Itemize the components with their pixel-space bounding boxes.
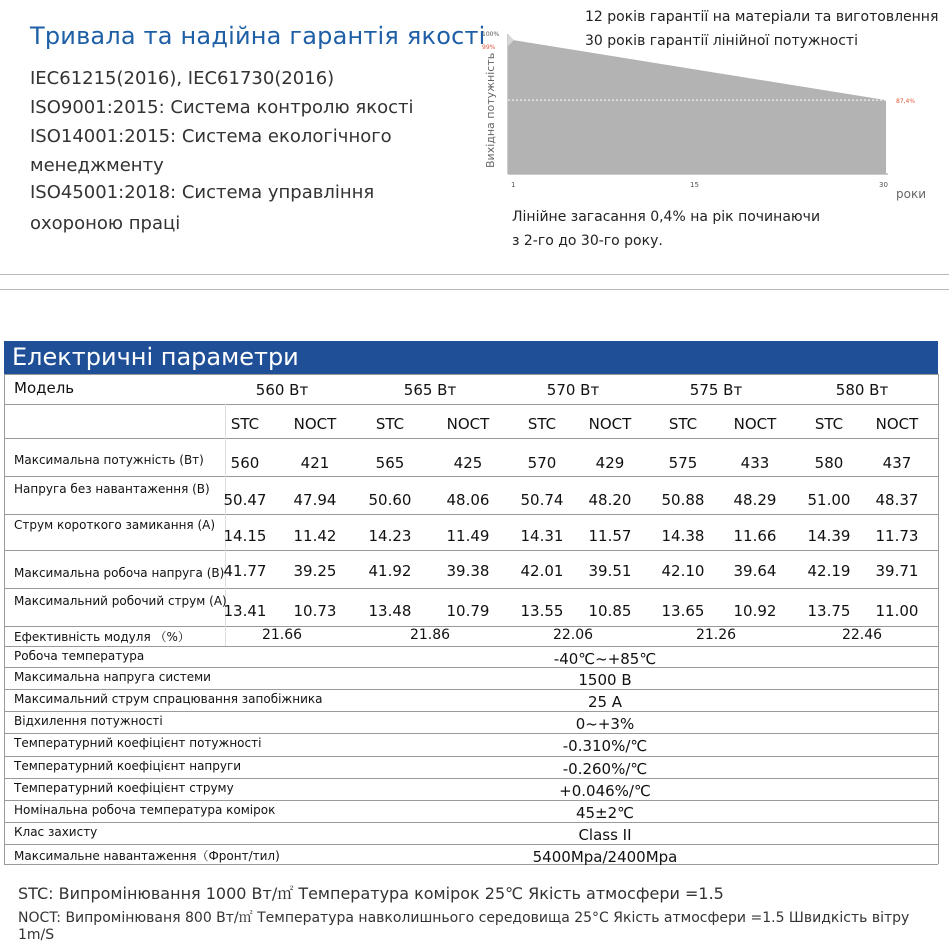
spec-value: -0.260%/℃ — [562, 760, 648, 778]
table-cell: 48.29 — [733, 491, 777, 509]
table-cell: 11.66 — [733, 527, 777, 545]
cert-line: ISO45001:2018: Система управління — [30, 182, 375, 203]
degradation-note: Лінійне загасання 0,4% на рік починаючи — [512, 209, 821, 225]
row-line — [4, 646, 938, 647]
condition-header: NOCT — [733, 415, 777, 433]
table-cell: 48.20 — [588, 491, 632, 509]
spec-value: +0.046%/℃ — [559, 782, 651, 800]
warranty-title: Тривала та надійна гарантія якості — [30, 22, 486, 50]
spec-label: Максимальна напруга системи — [14, 670, 211, 684]
model-name: 570 Вт — [546, 381, 600, 399]
warranty-chart — [478, 28, 938, 203]
spec-label: Клас захисту — [14, 825, 98, 839]
row-line — [4, 733, 938, 734]
table-cell: 425 — [453, 454, 483, 472]
table-cell: 14.31 — [520, 527, 564, 545]
row-line — [4, 689, 938, 690]
table-cell: 48.37 — [875, 491, 919, 509]
spec-value: 5400Mpa/2400Mpa — [532, 848, 678, 866]
model-name: 565 Вт — [403, 381, 457, 399]
col-line — [4, 374, 5, 864]
cert-line: менеджменту — [30, 155, 164, 176]
spec-label: Температурний коефіцієнт напруги — [14, 759, 242, 773]
table-cell: 13.55 — [520, 602, 564, 620]
table-cell: 421 — [300, 454, 330, 472]
table-cell: 437 — [882, 454, 912, 472]
table-cell: 14.39 — [807, 527, 851, 545]
table-cell: 10.92 — [733, 602, 777, 620]
row-line — [4, 626, 938, 627]
table-cell: 570 — [527, 454, 557, 472]
efficiency-cell: 22.46 — [841, 627, 883, 643]
table-cell: 11.57 — [588, 527, 632, 545]
x-axis-label: роки — [896, 187, 927, 201]
noct-note: NOCT: Випромінюваня 800 Вт/㎡ Температура навколишнього середовища 25°С Якість атмосфери =1.5 Швидкість вітру 1m/S — [18, 910, 910, 943]
table-cell: 39.38 — [446, 562, 490, 580]
efficiency-cell: 22.06 — [552, 627, 594, 643]
model-name: 560 Вт — [255, 381, 309, 399]
row-line — [4, 374, 938, 375]
table-cell: 50.88 — [661, 491, 705, 509]
row-label: Напруга без навантаження (В) — [14, 482, 210, 496]
spec-value: 0~+3% — [575, 715, 635, 733]
table-cell: 429 — [595, 454, 625, 472]
row-line — [4, 588, 938, 589]
y-tick-99: 99% — [482, 44, 496, 51]
spec-value: 25 А — [587, 693, 623, 711]
table-cell: 433 — [740, 454, 770, 472]
row-line — [4, 476, 938, 477]
cert-line: ISO9001:2015: Система контролю якості — [30, 97, 414, 118]
table-cell: 41.77 — [223, 562, 267, 580]
model-label: Модель — [14, 379, 75, 397]
table-cell: 10.79 — [446, 602, 490, 620]
spec-label: Номінальна робоча температура комірок — [14, 803, 276, 817]
condition-header: STC — [814, 415, 844, 433]
row-label: Максимальна потужність (Вт) — [14, 453, 204, 467]
table-cell: 48.06 — [446, 491, 490, 509]
table-cell: 13.65 — [661, 602, 705, 620]
efficiency-cell: 21.26 — [695, 627, 737, 643]
table-cell: 11.42 — [293, 527, 337, 545]
spec-value: 45±2℃ — [575, 804, 635, 822]
table-cell: 39.51 — [588, 562, 632, 580]
x-tick-30: 30 — [879, 181, 888, 189]
row-label: Струм короткого замикання (А) — [14, 518, 216, 532]
table-cell: 47.94 — [293, 491, 337, 509]
condition-header: STC — [668, 415, 698, 433]
table-cell: 10.85 — [588, 602, 632, 620]
condition-header: NOCT — [446, 415, 490, 433]
row-label: Максимальна робоча напруга (В) — [14, 566, 225, 580]
row-line — [4, 778, 938, 779]
table-header: Електричні параметри — [4, 341, 938, 374]
spec-label: Температурний коефіцієнт струму — [14, 781, 234, 795]
table-cell: 575 — [668, 454, 698, 472]
table-cell: 50.60 — [368, 491, 412, 509]
power-area — [508, 39, 886, 174]
spec-value: -0.310%/℃ — [562, 737, 648, 755]
table-cell: 42.19 — [807, 562, 851, 580]
degradation-note: з 2-го до 30-го року. — [512, 233, 663, 249]
table-cell: 13.48 — [368, 602, 412, 620]
row-line — [4, 438, 938, 439]
x-tick-1: 1 — [511, 181, 516, 189]
cert-line: IEC61215(2016), IEC61730(2016) — [30, 68, 335, 89]
x-tick-15: 15 — [690, 181, 699, 189]
table-cell: 51.00 — [807, 491, 851, 509]
table-cell: 50.47 — [223, 491, 267, 509]
divider — [0, 289, 949, 290]
row-line — [4, 756, 938, 757]
cert-line: ISO14001:2015: Система екологічного — [30, 126, 392, 147]
condition-header: STC — [375, 415, 405, 433]
end-label: 87,4% — [896, 98, 916, 106]
efficiency-label: Ефективність модуля （%） — [14, 630, 190, 644]
row-label: Максимальний робочий струм (А) — [14, 594, 227, 608]
table-cell: 580 — [814, 454, 844, 472]
table-cell: 565 — [375, 454, 405, 472]
table-cell: 42.01 — [520, 562, 564, 580]
condition-header: NOCT — [588, 415, 632, 433]
table-cell: 560 — [230, 454, 260, 472]
table-cell: 14.38 — [661, 527, 705, 545]
row-line — [4, 550, 938, 551]
cert-line: охороною праці — [30, 213, 181, 234]
table-cell: 11.49 — [446, 527, 490, 545]
spec-value: 1500 В — [578, 671, 632, 689]
table-cell: 50.74 — [520, 491, 564, 509]
efficiency-cell: 21.66 — [261, 627, 303, 643]
y-axis-label: Вихідна потужність — [484, 52, 497, 168]
row-line — [4, 844, 938, 845]
spec-label: Відхилення потужності — [14, 714, 163, 728]
row-line — [4, 800, 938, 801]
table-cell: 42.10 — [661, 562, 705, 580]
row-line — [4, 822, 938, 823]
row-line — [4, 711, 938, 712]
table-cell: 10.73 — [293, 602, 337, 620]
condition-header: STC — [527, 415, 557, 433]
condition-header: NOCT — [293, 415, 337, 433]
stc-note: STC: Випромінювання 1000 Вт/㎡ Температура комірок 25℃ Якість атмосфери =1.5 — [18, 884, 724, 903]
table-cell: 14.23 — [368, 527, 412, 545]
model-name: 580 Вт — [835, 381, 889, 399]
row-line — [4, 404, 938, 405]
col-line — [938, 374, 939, 864]
model-name: 575 Вт — [689, 381, 743, 399]
spec-label: Температурний коефіцієнт потужності — [14, 736, 262, 750]
table-cell: 11.73 — [875, 527, 919, 545]
spec-value: -40℃~+85℃ — [553, 650, 657, 668]
condition-header: STC — [230, 415, 260, 433]
y-tick-100: 100% — [482, 31, 500, 38]
spec-label: Робоча температура — [14, 649, 145, 663]
table-cell: 39.25 — [293, 562, 337, 580]
table-cell: 14.15 — [223, 527, 267, 545]
warranty-materials: 12 років гарантії на матеріали та виготовлення — [585, 9, 939, 25]
table-cell: 13.41 — [223, 602, 267, 620]
table-cell: 39.64 — [733, 562, 777, 580]
table-cell: 11.00 — [875, 602, 919, 620]
table-cell: 41.92 — [368, 562, 412, 580]
warranty-power: 30 років гарантії лінійної потужності — [585, 33, 858, 49]
condition-header: NOCT — [875, 415, 919, 433]
row-line — [4, 514, 938, 515]
table-cell: 13.75 — [807, 602, 851, 620]
spec-value: Class II — [578, 826, 632, 844]
efficiency-cell: 21.86 — [409, 627, 451, 643]
divider — [0, 274, 949, 275]
table-cell: 39.71 — [875, 562, 919, 580]
spec-label: Максимальне навантаження（Фронт/тил) — [14, 849, 280, 863]
spec-label: Максимальний струм спрацювання запобіжника — [14, 692, 323, 706]
